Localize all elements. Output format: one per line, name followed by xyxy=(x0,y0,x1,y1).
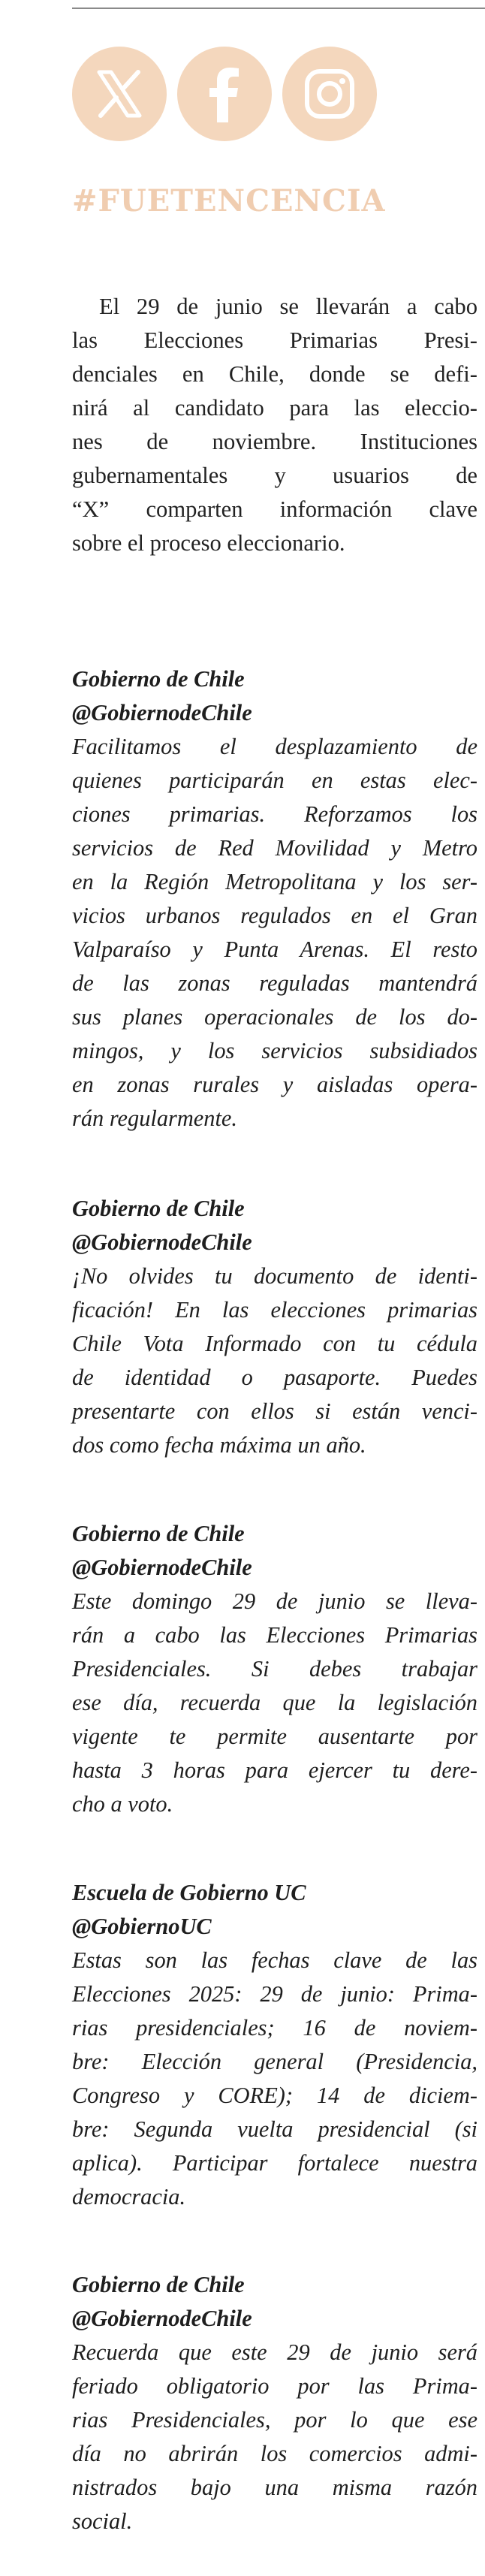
hashtag-heading: #FUETENCENCIA xyxy=(72,183,386,219)
post-line: en zonas rurales y aisladas opera- xyxy=(72,1072,477,1097)
post-line: rán regularmente. xyxy=(72,1106,238,1131)
post-body xyxy=(72,2336,477,2538)
post-line: democracia. xyxy=(72,2184,186,2210)
post-line: de las zonas reguladas mantendrá xyxy=(72,970,477,996)
post-author: Gobierno de Chile xyxy=(72,1196,245,1221)
post-line: Presidenciales. Si debes trabajar xyxy=(72,1656,477,1682)
post-line: servicios de Red Movilidad y Metro xyxy=(72,835,477,861)
post-line: cho a voto. xyxy=(72,1791,173,1817)
x-logo-icon[interactable] xyxy=(72,47,167,141)
top-divider xyxy=(72,8,485,9)
post-line: nistrados bajo una misma razón xyxy=(72,2475,477,2500)
post-handle[interactable]: @GobiernodeChile xyxy=(72,2306,252,2331)
intro-line: sobre el proceso eleccionario. xyxy=(72,530,345,556)
post-handle[interactable]: @GobiernodeChile xyxy=(72,700,252,725)
post-handle[interactable]: @GobiernoUC xyxy=(72,1914,212,1939)
post-line: Estas son las fechas clave de las xyxy=(72,1947,477,1973)
post-line: ¡No olvides tu documento de identi- xyxy=(72,1263,477,1289)
post-line: bre: Elección general (Presidencia, xyxy=(72,2049,477,2074)
post-item xyxy=(72,1517,477,1821)
post-item xyxy=(72,1192,477,1462)
post-line: Valparaíso y Punta Arenas. El resto xyxy=(72,937,477,962)
post-item xyxy=(72,2268,477,2538)
intro-line: El 29 de junio se llevarán a cabo xyxy=(99,294,477,319)
post-body xyxy=(72,1585,477,1821)
post-body xyxy=(72,1259,477,1462)
post-item xyxy=(72,662,477,1136)
post-line: feriado obligatorio por las Prima- xyxy=(72,2373,477,2399)
post-author: Gobierno de Chile xyxy=(72,666,245,692)
post-author: Gobierno de Chile xyxy=(72,2272,245,2297)
facebook-icon[interactable] xyxy=(177,47,272,141)
post-line: día no abrirán los comercios admi- xyxy=(72,2441,477,2466)
post-line: de identidad o pasaporte. Puedes xyxy=(72,1365,477,1390)
post-line: hasta 3 horas para ejercer tu dere- xyxy=(72,1757,477,1783)
post-line: dos como fecha máxima un año. xyxy=(72,1432,366,1458)
post-line: sus planes operacionales de los do- xyxy=(72,1004,477,1030)
post-line: aplica). Participar fortalece nuestra xyxy=(72,2150,477,2176)
post-body xyxy=(72,730,477,1136)
intro-line: nes de noviembre. Instituciones xyxy=(72,429,477,454)
post-line: social. xyxy=(72,2508,133,2534)
post-line: Facilitamos el desplazamiento de xyxy=(72,734,477,759)
post-line: Chile Vota Informado con tu cédula xyxy=(72,1331,477,1356)
post-line: ficación! En las elecciones primarias xyxy=(72,1297,477,1323)
social-icons-row xyxy=(72,47,377,141)
post-line: Recuerda que este 29 de junio será xyxy=(72,2339,477,2365)
post-line: bre: Segunda vuelta presidencial (si xyxy=(72,2116,477,2142)
instagram-icon[interactable] xyxy=(282,47,377,141)
intro-line: gubernamentales y usuarios de xyxy=(72,463,477,488)
post-author: Gobierno de Chile xyxy=(72,1521,245,1546)
post-line: Congreso y CORE); 14 de diciem- xyxy=(72,2083,477,2108)
post-author: Escuela de Gobierno UC xyxy=(72,1880,306,1905)
post-line: ese día, recuerda que la legislación xyxy=(72,1690,477,1715)
post-handle[interactable]: @GobiernodeChile xyxy=(72,1229,252,1255)
post-body xyxy=(72,1944,477,2214)
intro-line: nirá al candidato para las eleccio- xyxy=(72,395,477,421)
post-item xyxy=(72,1876,477,2214)
intro-line: denciales en Chile, donde se defi- xyxy=(72,361,477,387)
intro-line: “X” comparten información clave xyxy=(72,496,477,522)
post-handle[interactable]: @GobiernodeChile xyxy=(72,1555,252,1580)
post-line: ciones primarias. Reforzamos los xyxy=(72,801,477,827)
post-line: presentarte con ellos si están venci- xyxy=(72,1398,477,1424)
post-line: mingos, y los servicios subsidiados xyxy=(72,1038,477,1063)
post-line: quienes participarán en estas elec- xyxy=(72,768,477,793)
post-line: Elecciones 2025: 29 de junio: Prima- xyxy=(72,1981,477,2007)
intro-line: las Elecciones Primarias Presi- xyxy=(72,327,477,353)
post-line: rias Presidenciales, por lo que ese xyxy=(72,2407,477,2433)
post-line: vigente te permite ausentarte por xyxy=(72,1724,477,1749)
intro-paragraph xyxy=(72,290,477,560)
post-line: en la Región Metropolitana y los ser- xyxy=(72,869,477,894)
post-line: rias presidenciales; 16 de noviem- xyxy=(72,2015,477,2041)
post-line: rán a cabo las Elecciones Primarias xyxy=(72,1622,477,1648)
post-line: vicios urbanos regulados en el Gran xyxy=(72,903,477,928)
post-line: Este domingo 29 de junio se lleva- xyxy=(72,1588,477,1614)
